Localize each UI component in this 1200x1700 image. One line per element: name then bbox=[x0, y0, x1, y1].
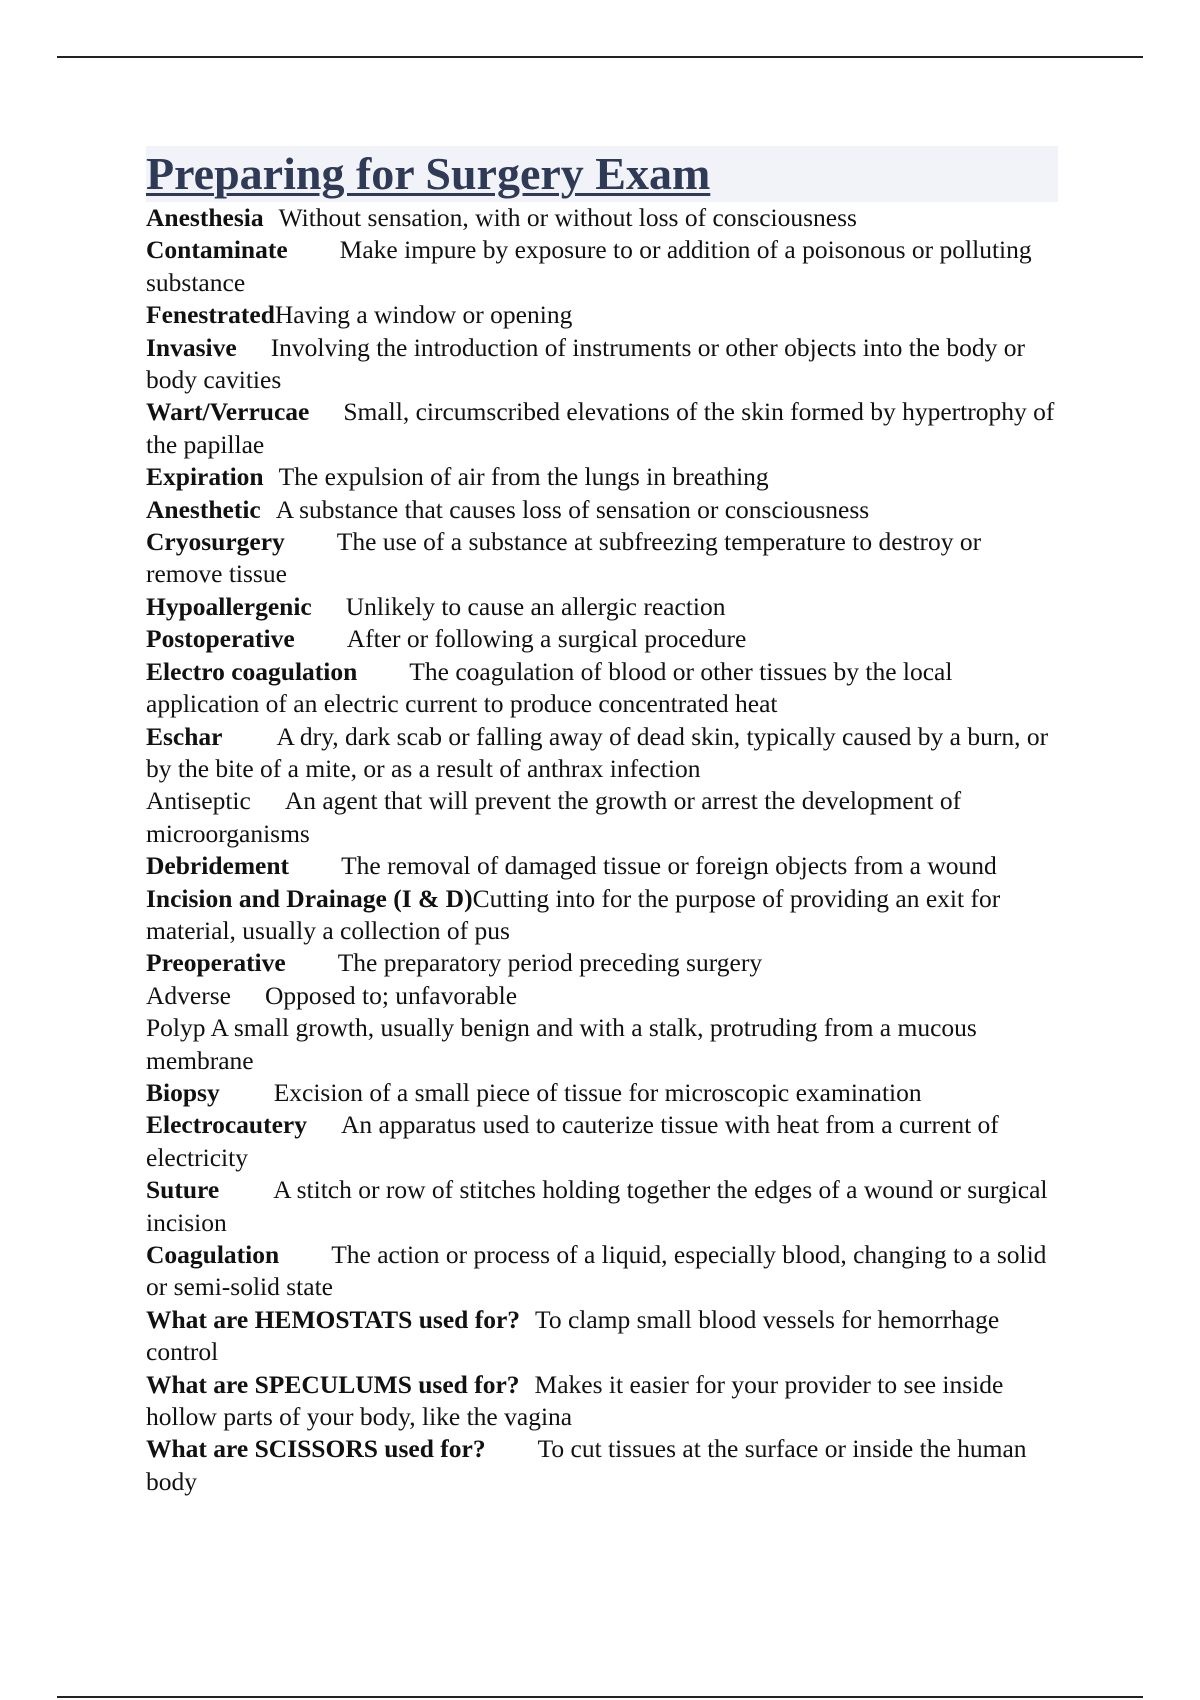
entry-definition: To clamp small blood vessels for hemorrhage control bbox=[146, 1304, 1000, 1367]
entry-term: Polyp bbox=[146, 1013, 206, 1043]
entry-term: What are SCISSORS used for? bbox=[146, 1434, 486, 1464]
entry-term: Incision and Drainage (I & D) bbox=[146, 883, 473, 913]
glossary-entry bbox=[146, 1174, 1058, 1239]
entry-term: Postoperative bbox=[146, 624, 295, 654]
entry-definition: After or following a surgical procedure bbox=[346, 624, 747, 654]
entry-definition: Having a window or opening bbox=[274, 300, 573, 330]
entry-term: Preoperative bbox=[146, 948, 286, 978]
entry-definition: Make impure by exposure to or addition of a poisonous or polluting substance bbox=[146, 235, 1032, 297]
glossary-entry bbox=[146, 721, 1058, 786]
entry-term: Biopsy bbox=[146, 1077, 220, 1107]
glossary-entry bbox=[146, 299, 1058, 331]
glossary-entry bbox=[146, 850, 1058, 882]
glossary-entry bbox=[146, 947, 1058, 979]
entry-term: Adverse bbox=[146, 980, 231, 1010]
glossary-entry bbox=[146, 1304, 1058, 1369]
entry-definition: Without sensation, with or without loss of consciousness bbox=[278, 203, 857, 232]
glossary-entry bbox=[146, 202, 1058, 234]
entry-definition: Opposed to; unfavorable bbox=[264, 980, 518, 1010]
entry-term: Invasive bbox=[146, 332, 237, 362]
entry-term: Debridement bbox=[146, 851, 290, 881]
entry-term: What are SPECULUMS used for? bbox=[146, 1369, 520, 1399]
entry-term: Eschar bbox=[146, 721, 223, 751]
page-title: Preparing for Surgery Exam bbox=[146, 148, 711, 199]
entry-definition: Small, circumscribed elevations of the skin formed by hypertrophy of the papillae bbox=[146, 397, 1055, 459]
glossary-entry bbox=[146, 396, 1058, 461]
document-body bbox=[146, 146, 1058, 1498]
entry-term: Electro coagulation bbox=[146, 656, 358, 686]
entry-definition: An agent that will prevent the growth or arrest the development of microorganisms bbox=[146, 786, 962, 848]
entry-term: Antiseptic bbox=[146, 786, 251, 816]
glossary-entry bbox=[146, 461, 1058, 493]
glossary-entry bbox=[146, 623, 1058, 655]
entry-definition: An apparatus used to cauterize tissue with heat from a current of electricity bbox=[146, 1110, 999, 1172]
entry-term: Coagulation bbox=[146, 1240, 280, 1269]
glossary-entry bbox=[146, 526, 1058, 591]
entry-definition: A substance that causes loss of sensation or consciousness bbox=[275, 494, 870, 524]
entry-definition: Makes it easier for your provider to see inside hollow parts of your body, like the vagina bbox=[146, 1369, 1004, 1432]
entry-term: Wart/Verrucae bbox=[146, 397, 310, 427]
entry-definition: Excision of a small piece of tissue for microscopic examination bbox=[273, 1077, 922, 1107]
entry-term: Hypoallergenic bbox=[146, 591, 312, 621]
entry-term: Expiration bbox=[146, 462, 264, 492]
glossary-entry bbox=[146, 656, 1058, 721]
entry-definition: The removal of damaged tissue or foreign objects from a wound bbox=[341, 851, 997, 881]
entry-definition: Involving the introduction of instruments or other objects into the body or body cavities bbox=[146, 332, 1025, 395]
entry-term: Cryosurgery bbox=[146, 527, 285, 557]
entry-definition: A stitch or row of stitches holding together the edges of a wound or surgical incision bbox=[146, 1175, 1048, 1237]
glossary-entry bbox=[146, 1239, 1058, 1304]
entry-definition: Cutting into for the purpose of providing an exit for material, usually a collection of pus bbox=[146, 883, 1001, 945]
entry-term: Contaminate bbox=[146, 235, 288, 265]
glossary-entry bbox=[146, 1012, 1058, 1077]
entry-term: Electrocautery bbox=[146, 1110, 307, 1140]
glossary-entry bbox=[146, 494, 1058, 526]
glossary-entry bbox=[146, 332, 1058, 397]
entry-term: Anesthesia bbox=[146, 203, 264, 232]
entry-term: Anesthetic bbox=[146, 494, 261, 524]
title-band bbox=[146, 146, 1058, 202]
footer-rule bbox=[57, 1696, 1143, 1698]
glossary-entry bbox=[146, 1109, 1058, 1174]
glossary-entry bbox=[146, 785, 1058, 850]
entry-definition: The coagulation of blood or other tissues by the local application of an electric current to produce concentrated heat bbox=[146, 656, 953, 719]
glossary-entry bbox=[146, 883, 1058, 948]
entry-definition: Unlikely to cause an allergic reaction bbox=[345, 591, 726, 621]
entry-term: Suture bbox=[146, 1175, 220, 1205]
entry-definition: The expulsion of air from the lungs in breathing bbox=[278, 462, 769, 492]
header-rule bbox=[57, 56, 1143, 58]
entry-definition: The use of a substance at subfreezing temperature to destroy or remove tissue bbox=[146, 527, 982, 589]
glossary-entry bbox=[146, 1433, 1058, 1498]
glossary-entry bbox=[146, 591, 1058, 623]
glossary-list bbox=[146, 202, 1058, 1498]
entry-term: What are HEMOSTATS used for? bbox=[146, 1304, 521, 1334]
entry-definition: A dry, dark scab or falling away of dead skin, typically caused by a burn, or by the bite of a mite, or as a result of anthrax infection bbox=[146, 721, 1049, 783]
entry-definition: The preparatory period preceding surgery bbox=[337, 948, 763, 978]
glossary-entry bbox=[146, 1077, 1058, 1109]
entry-term: Fenestrated bbox=[146, 300, 275, 330]
glossary-entry bbox=[146, 1369, 1058, 1434]
entry-definition: To cut tissues at the surface or inside the human body bbox=[146, 1434, 1027, 1496]
entry-definition: The action or process of a liquid, especially blood, changing to a solid or semi-solid state bbox=[146, 1240, 1047, 1302]
glossary-entry bbox=[146, 980, 1058, 1012]
entry-definition: A small growth, usually benign and with a stalk, protruding from a mucous membrane bbox=[146, 1013, 977, 1075]
glossary-entry bbox=[146, 234, 1058, 299]
